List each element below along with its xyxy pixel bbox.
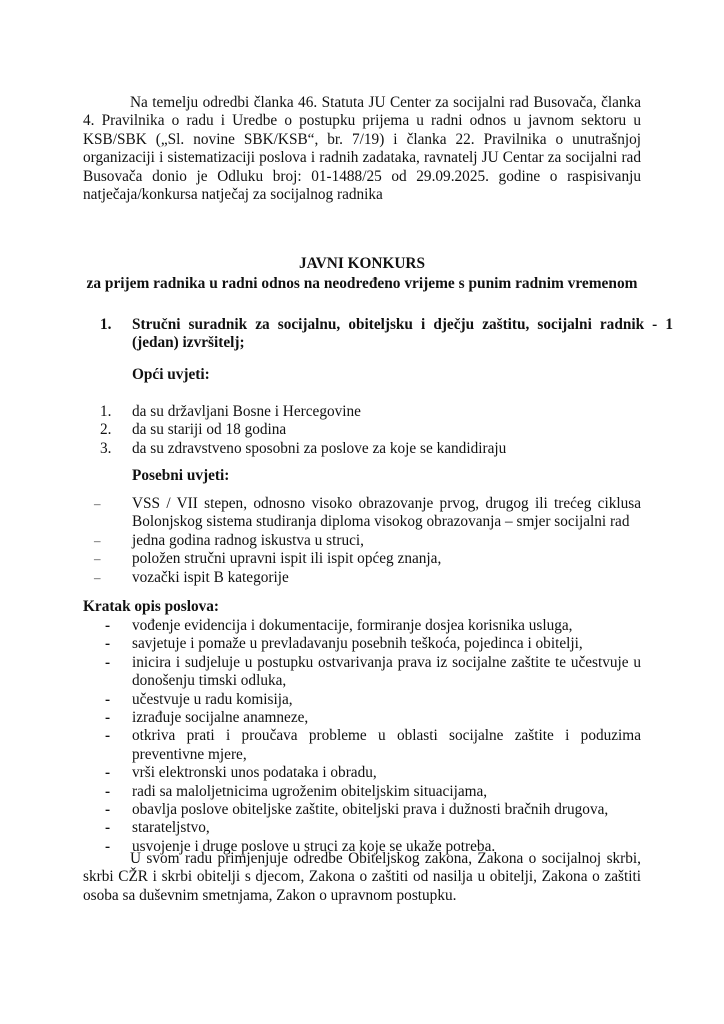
list-item: [100, 403, 641, 421]
item-text: savjetuje i pomaže u prevladavanju posebnih teškoća, pojedinca i obitelji,: [132, 635, 583, 653]
item-text: jedna godina radnog iskustva u struci,: [132, 531, 364, 549]
dash-bullet-icon: -: [105, 837, 111, 855]
list-item: [100, 709, 641, 727]
dash-bullet-icon: -: [105, 819, 111, 837]
list-item: [100, 421, 641, 439]
list-item: [100, 783, 641, 801]
closing-paragraph: U svom radu primjenjuje odredbe Obiteljskog zakona, Zakona o socijalnoj skrbi, skrbi CŽR i skrbi obitelji s djecom, Zakona o zaštiti od nasilja u obitelji, Zakona o zaštiti osoba sa duševnim smetnjama, Zakon o upravnom postupku.: [83, 850, 641, 904]
dash-bullet-icon: -: [105, 617, 111, 634]
intro-paragraph: Na temelju odredbi članka 46. Statuta JU Center za socijalni rad Busovača, članka 4. Pravilnika o radu i Uredbe o postupku prijema u radni odnos u javnom sektoru u KSB/SBK („Sl. novine SBK/KSB“, br. 7/19) i članka 22. Pravilnika o unutrašnjoj organizaciji i sistematizaciji poslova i radnih zadataka, ravnatelj JU Centar za socijalni rad Busovača donio je Odluku broj: 01-1488/25 od 29.09.2025. godine o raspisivanju natječaja/konkursa natječaj za socijalnog radnika: [83, 94, 641, 204]
item-text: da su zdravstveno sposobni za poslove za koje se kandidiraju: [132, 439, 507, 457]
item-text: inicira i sudjeluje u postupku ostvarivanja prava iz socijalne zaštite te učestvuje u donošenju timski odluka,: [132, 653, 641, 690]
item-text: usvojenje i druge poslove u struci za koje se ukaže potreba.: [132, 837, 496, 855]
item-text: vođenje evidencija i dokumentacije, formiranje dosjea korisnika usluga,: [132, 617, 573, 634]
list-item: [88, 532, 641, 550]
list-item: [88, 495, 641, 532]
job-description-list: [100, 617, 641, 856]
list-item: [100, 617, 641, 635]
dash-bullet-icon: -: [105, 727, 111, 745]
item-text: da su državljani Bosne i Hercegovine: [132, 403, 361, 420]
item-number: 2.: [100, 421, 112, 439]
special-conditions-list: [88, 495, 641, 587]
list-item: [100, 440, 641, 458]
item-text: izrađuje socijalne anamneze,: [132, 709, 309, 727]
dash-bullet-icon: –: [94, 551, 101, 567]
dash-bullet-icon: -: [105, 653, 111, 671]
list-item: [100, 801, 641, 819]
dash-bullet-icon: -: [105, 801, 111, 819]
item-text: starateljstvo,: [132, 819, 210, 837]
list-item: [100, 691, 641, 709]
general-conditions-heading: Opći uvjeti:: [132, 366, 210, 383]
item-text: da su stariji od 18 godina: [132, 421, 287, 439]
list-item: [100, 764, 641, 782]
dash-bullet-icon: –: [94, 569, 101, 585]
dash-bullet-icon: –: [94, 496, 101, 511]
general-conditions-list: [100, 403, 641, 458]
list-item: [100, 727, 641, 764]
item-number: 1.: [100, 403, 112, 420]
item-number: 3.: [100, 439, 112, 457]
item-text: VSS / VII stepen, odnosno visoko obrazovanje prvog, drugog ili trećeg ciklusa Bolonjskog sistema studiranja diploma visokog obrazovanja – smjer socijalni rad: [132, 495, 641, 531]
item-text: obavlja poslove obiteljske zaštite, obiteljski prava i dužnosti bračnih drugova,: [132, 801, 609, 819]
item-text: radi sa maloljetnicima ugroženim obiteljskim situacijama,: [132, 782, 488, 800]
dash-bullet-icon: -: [105, 690, 111, 708]
item-text: učestvuje u radu komisija,: [132, 690, 293, 708]
job-description-heading: Kratak opis poslova:: [83, 598, 219, 615]
position-number: 1.: [100, 316, 112, 333]
list-item: [100, 654, 641, 691]
item-text: položen stručni upravni ispit ili ispit općeg znanja,: [132, 550, 442, 568]
position-text: Stručni suradnik za socijalnu, obiteljsku i dječju zaštitu, socijalni radnik - 1 (jedan) izvršitelj;: [132, 316, 673, 352]
document-title: JAVNI KONKURS: [299, 255, 425, 272]
dash-bullet-icon: -: [105, 635, 111, 653]
item-text: vrši elektronski unos podataka i obradu,: [132, 764, 377, 782]
document-subtitle: za prijem radnika u radni odnos na neodređeno vrijeme s punim radnim vremenom: [86, 275, 638, 292]
item-text: vozački ispit B kategorije: [132, 568, 289, 586]
list-item: [88, 569, 641, 587]
dash-bullet-icon: -: [105, 709, 111, 727]
list-item: [88, 550, 641, 568]
item-text: otkriva prati i proučava probleme u oblasti socijalne zaštite i poduzima preventivne mjere,: [132, 727, 641, 763]
dash-bullet-icon: -: [105, 764, 111, 782]
special-conditions-heading: Posebni uvjeti:: [132, 467, 230, 484]
position-heading: [100, 316, 673, 353]
dash-bullet-icon: -: [105, 782, 111, 800]
dash-bullet-icon: –: [94, 532, 101, 548]
list-item: [100, 635, 641, 653]
list-item: [100, 819, 641, 837]
